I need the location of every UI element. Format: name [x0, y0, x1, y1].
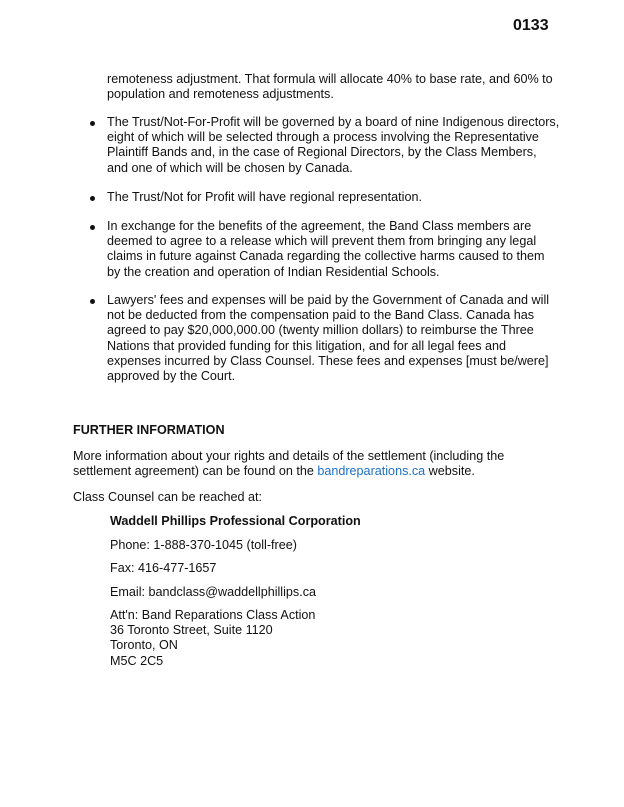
firm-name: Waddell Phillips Professional Corporation	[110, 514, 361, 528]
website-link[interactable]: bandreparations.ca	[317, 464, 426, 479]
text-line: Plaintiff Bands and, in the case of Regional Directors, by the Class Members,	[107, 145, 537, 160]
text-line: expenses incurred by Class Counsel. These fees and expenses [must be/were]	[107, 353, 549, 368]
continuation-paragraph	[107, 72, 553, 102]
text-line: population and remoteness adjustments.	[107, 87, 334, 102]
bullet-icon	[90, 121, 95, 126]
counsel-intro: Class Counsel can be reached at:	[73, 490, 263, 504]
text-line: claims in future against Canada regarding the collective harms caused to them	[107, 249, 545, 264]
text-fragment: settlement agreement) can be found on the	[73, 464, 318, 479]
further-info-paragraph	[73, 449, 504, 479]
text-line: by the creation and operation of Indian Residential Schools.	[107, 264, 440, 279]
text-line	[73, 464, 504, 479]
fax-line: Fax: 416-477-1657	[110, 561, 217, 575]
text-line: The Trust/Not-For-Profit will be governed by a board of nine Indigenous directors,	[107, 115, 560, 129]
text-line: deemed to agree to a release which will prevent them from bringing any legal	[107, 234, 537, 249]
text-line: Nations that provided funding for this litigation, and for all legal fees and	[107, 338, 507, 353]
text-line: The Trust/Not for Profit will have regional representation.	[107, 190, 422, 204]
bullet-item-fees	[107, 293, 549, 384]
text-line: eight of which will be selected through a process involving the Representative	[107, 130, 539, 145]
bullet-icon	[90, 299, 95, 304]
text-line: In exchange for the benefits of the agreement, the Band Class members are	[107, 219, 532, 233]
text-line: More information about your rights and details of the settlement (including the	[73, 449, 505, 463]
bullet-item-board	[107, 115, 559, 176]
text-line: approved by the Court.	[107, 369, 236, 384]
email-line: Email: bandclass@waddellphillips.ca	[110, 585, 316, 599]
bullet-item-release	[107, 219, 545, 280]
address-line: 36 Toronto Street, Suite 1120	[110, 623, 273, 638]
bullet-icon	[90, 225, 95, 230]
text-fragment: website.	[425, 464, 475, 479]
text-line: not be deducted from the compensation paid to the Band Class. Canada has	[107, 308, 535, 323]
section-heading: FURTHER INFORMATION	[73, 423, 225, 437]
text-line: agreed to pay $20,000,000.00 (twenty million dollars) to reimburse the Three	[107, 323, 534, 338]
phone-line: Phone: 1-888-370-1045 (toll-free)	[110, 538, 297, 552]
address-line: M5C 2C5	[110, 653, 164, 668]
bullet-item-regional	[107, 190, 422, 205]
text-line: and one of which will be chosen by Canada.	[107, 160, 353, 175]
address-line: Att'n: Band Reparations Class Action	[110, 608, 316, 622]
address-line: Toronto, ON	[110, 638, 178, 653]
mailing-address	[110, 608, 315, 669]
bullet-icon	[90, 196, 95, 201]
text-line: Lawyers' fees and expenses will be paid by the Government of Canada and will	[107, 293, 550, 307]
text-line: remoteness adjustment. That formula will allocate 40% to base rate, and 60% to	[107, 72, 553, 86]
page-number: 0133	[513, 17, 549, 34]
